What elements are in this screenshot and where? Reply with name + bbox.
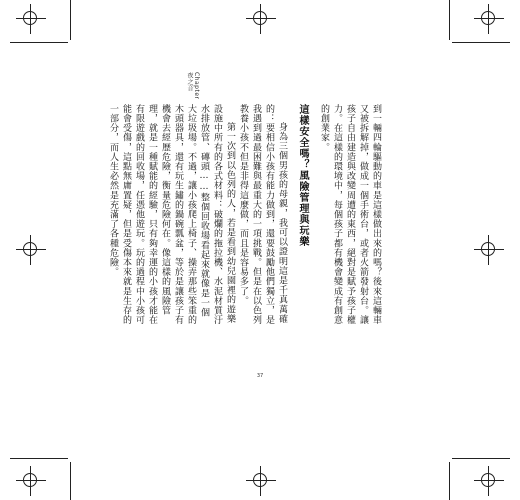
registration-mark-top-right xyxy=(474,4,504,34)
registration-mark-bottom-left xyxy=(16,466,46,496)
body-paragraph-2: 第一次到以色列的人，若是看到幼兒園裡的遊樂設施中所有的各式材料：破爛的拖拉機、水泥材質汙水排放管、磚頭……整個回收場看起來就像是一個大垃圾場。不過，讓小孩爬上椅子、操弄那些笨重的木頭器具，還有玩生鏽的鍋碗瓢盆，等於是讓孩子有機會去經歷危險，衡量危險何在。像這樣的風險管理，就是一種賦能的經驗，只有夠幸運的小孩才能在有限遊戲的回收場，任憑他遊玩。玩的過程中小孩可能會受傷，這點無庸置疑，但是受傷本來就是生存的一部分，而人生必然是充滿了各種危險。 xyxy=(108,104,235,325)
section-heading: 這樣安全嗎？風險管理與玩樂 xyxy=(297,104,308,247)
crop-line-bottom-left-h xyxy=(10,458,68,459)
crop-line-top-left-h xyxy=(10,42,68,43)
running-head-chapter: Chapter xyxy=(193,72,200,100)
registration-mark-bottom-center xyxy=(246,466,276,496)
crop-line-bottom-right-v xyxy=(449,462,450,500)
registration-mark-top-left xyxy=(16,4,46,34)
crop-line-top-right-h xyxy=(452,42,510,43)
registration-mark-bottom-right xyxy=(474,466,504,496)
crop-line-bottom-right-h xyxy=(452,458,510,459)
registration-mark-middle-left xyxy=(16,235,46,265)
page-number: 37 xyxy=(256,373,264,379)
registration-mark-top-center xyxy=(246,4,276,34)
crop-line-top-right-v xyxy=(449,0,450,40)
registration-mark-middle-right xyxy=(474,235,504,265)
running-head-label: 夜之音 xyxy=(186,72,193,92)
crop-line-bottom-left-v xyxy=(70,462,71,500)
main-text-block xyxy=(108,104,382,326)
paragraph-continued: 到一輛四輪驅動的車是這樣做出來的嗎？後來這輛車又被拆解掉，做成一個手術台，或者火箭發射台。讓孩子自由建造與改變周遭的東西，絕對是賦予孩子權力。在這樣的環境中，每個孩子都有機會變成有創意的創業家。 xyxy=(319,104,381,325)
body-paragraph-1: 身為三個男孩的母親，我可以證明這是千真萬確的：要相信小孩有能力做到，還要鼓勵他們獨立，是我遇到過最困難與最重大的一項挑戰。但是在以色列教養小孩不但是非得這麼做，而且是容易多了。 xyxy=(238,104,287,325)
running-head xyxy=(186,72,200,100)
crop-line-top-left-v xyxy=(70,0,71,40)
